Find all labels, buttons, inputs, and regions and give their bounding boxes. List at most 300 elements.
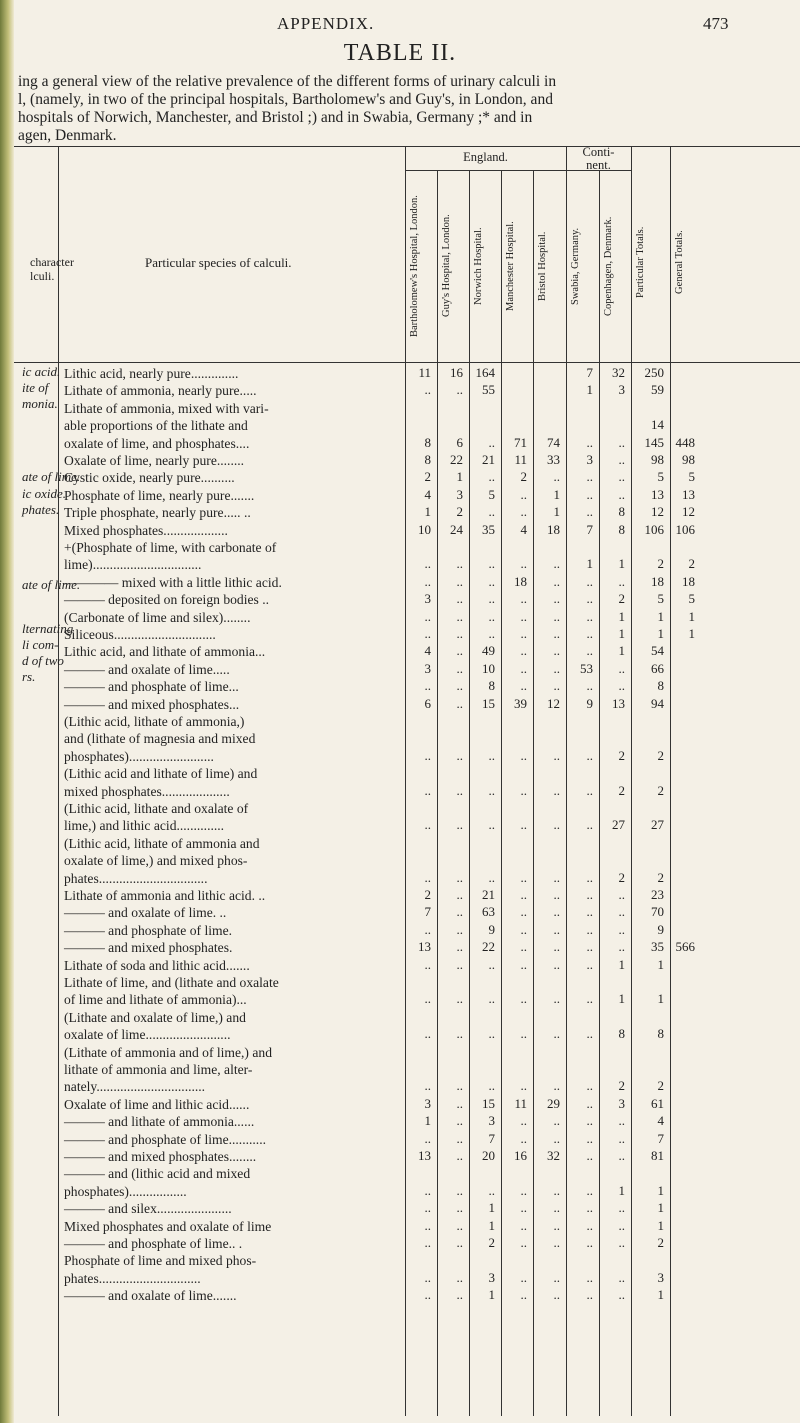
table-cell: 7 [657,1130,664,1146]
table-cell: 8 [657,678,664,694]
table-cell: .. [618,434,625,450]
table-cell: 8 [424,434,431,450]
table-cell: .. [586,1148,593,1163]
species-name [64,974,279,1009]
table-cell: .. [553,591,560,607]
table-cell: 70 [651,904,664,920]
table-cell: .. [520,1130,527,1146]
table-cell: 3 [657,1269,664,1285]
table-cell: .. [586,1287,593,1303]
species-line: (Carbonate of lime and silex)........ [64,609,251,625]
table-cell: 2 [520,469,527,485]
table-cell: .. [586,1095,593,1111]
table-cell: .. [456,382,463,398]
character-label: rs. [22,669,36,684]
table-cell: .. [520,1287,527,1303]
species-name [64,591,269,608]
table-cell: 8 [488,678,495,694]
species-line: Triple phosphate, nearly pure..... .. [64,505,251,521]
table-cell: 8 [618,1026,625,1042]
table-cell: 32 [547,1148,560,1163]
table-cell: .. [456,817,463,833]
table-cell: .. [553,1078,560,1094]
species-line: phosphates)................. [64,1183,187,1199]
table-cell: .. [520,486,527,502]
hospital-header: Bristol Hospital. [537,231,548,301]
species-name [64,678,239,695]
table-cell: .. [488,626,495,641]
table-cell: .. [456,991,463,1007]
table-cell: 1 [618,1182,625,1198]
table-cell: .. [520,1235,527,1250]
character-label: lternating [22,621,74,636]
species-name [64,365,238,382]
table-cell: .. [586,1026,593,1042]
table-cell: .. [456,939,463,955]
species-name [64,1218,271,1235]
table-cell: 4 [424,643,431,659]
table-cell: .. [456,591,463,607]
table-cell: 12 [547,695,560,711]
table-cell: 2 [618,747,625,763]
character-label: ic acid. [22,364,61,379]
table-cell: 106 [675,521,695,537]
table-cell: 1 [657,626,664,641]
species-name [64,1287,237,1304]
table-cell: .. [520,1113,527,1129]
table-cell: .. [553,643,560,659]
col-character-line: lculi. [30,269,55,283]
table-cell: 13 [418,1148,431,1163]
table-cell: .. [488,1182,495,1198]
table-cell: 81 [651,1148,664,1163]
table-cell: .. [488,469,495,485]
species-line: ——— and oxalate of lime....... [64,1288,237,1304]
species-line: Cystic oxide, nearly pure.......... [64,470,235,486]
table-cell: .. [488,504,495,520]
table-cell: .. [456,626,463,641]
species-line: (Lithic acid and lithate of lime) and [64,766,258,782]
species-line: Lithate of ammonia and lithic acid. .. [64,888,266,903]
table-cell: 1 [657,991,664,1007]
table-cell: .. [424,956,431,972]
table-cell: 5 [688,469,695,485]
species-name [64,904,226,921]
table-cell: 1 [657,608,664,624]
table-cell: .. [618,1269,625,1285]
table-cell: 7 [424,904,431,920]
table-cell: 11 [514,1095,527,1111]
species-name [64,1252,256,1287]
table-cell: .. [424,1235,431,1250]
table-cell: 3 [424,1095,431,1111]
table-cell: 4 [520,521,527,537]
table-cell: .. [520,504,527,520]
species-name [64,1200,232,1217]
table-cell: 24 [450,521,463,537]
table-cell: .. [424,1217,431,1233]
species-line: ——— and phosphate of lime.. . [64,1236,243,1251]
table-cell: .. [520,1200,527,1216]
species-name [64,487,254,504]
table-cell: .. [553,921,560,937]
table-cell: 106 [644,521,664,537]
species-name [64,939,232,956]
hospital-header: Particular Totals. [635,226,646,298]
table-caption [18,73,788,145]
table-cell: 1 [586,382,593,398]
table-cell: .. [456,556,463,572]
table-cell: 1 [424,504,431,520]
table-cell: .. [456,643,463,659]
table-cell: .. [553,660,560,676]
species-line: ——— and phosphate of lime. [64,922,233,938]
table-cell: 8 [618,504,625,520]
table-cell: 9 [586,695,593,711]
table-cell: .. [618,887,625,902]
table-cell: 32 [612,365,625,380]
table-cell: 15 [482,1095,495,1111]
table-cell: .. [456,1095,463,1111]
table-cell: .. [456,747,463,763]
table-cell: 1 [688,626,695,641]
table-cell: .. [586,678,593,694]
table-cell: .. [553,573,560,589]
table-cell: 29 [547,1095,560,1111]
table-cell: 8 [657,1026,664,1042]
species-line: oxalate of lime,) and mixed phos- [64,853,248,869]
table-cell: .. [586,469,593,485]
character-label: ate of lime. [22,577,81,592]
table-cell: .. [618,452,625,467]
species-line: ——— and lithate of ammonia...... [64,1114,255,1130]
table-cell: .. [618,1287,625,1303]
table-cell: 2 [618,782,625,798]
table-cell: 13 [418,939,431,955]
character-label: ate of lime. [22,469,81,484]
table-cell: .. [520,921,527,937]
character-label: ic oxide. [22,486,67,501]
species-name [64,504,251,521]
species-name [64,1113,254,1130]
table-cell: .. [456,869,463,885]
table-cell: 1 [618,991,625,1007]
table-cell: 2 [657,747,664,763]
table-cell: .. [553,1130,560,1146]
table-cell: 2 [657,1235,664,1250]
table-cell: 5 [657,469,664,485]
species-line: ——— and silex...................... [64,1201,232,1217]
group-continent [566,146,631,172]
table-cell: 2 [657,869,664,885]
table-cell: .. [586,747,593,763]
species-line: Oxalate of lime and lithic acid...... [64,1096,250,1112]
species-line: lithate of ammonia and lime, alter- [64,1062,253,1077]
table-cell: .. [586,1182,593,1198]
table-cell: .. [456,1217,463,1233]
table-cell: .. [553,1200,560,1216]
table-cell: .. [520,887,527,902]
table-cell: 1 [488,1287,495,1303]
group-continent-line: Conti- [582,145,615,159]
table-cell: .. [456,608,463,624]
table-cell: .. [520,904,527,920]
species-name [64,696,239,713]
hospital-header: General Totals. [674,230,685,294]
table-cell: 1 [424,1113,431,1129]
species-name [64,522,228,539]
character-label: ite of [22,380,49,395]
table-cell: 11 [418,365,431,380]
col-rule [670,146,671,1416]
table-cell: 2 [657,556,664,572]
table-cell: 21 [482,452,495,467]
table-cell: .. [553,782,560,798]
table-cell: 6 [456,434,463,450]
table-cell: .. [586,1078,593,1094]
table-cell: 63 [482,904,495,920]
hospital-header: Bartholomew's Hospital, London. [409,195,420,337]
table-cell: .. [520,626,527,641]
table-cell: .. [586,1200,593,1216]
table-cell: 3 [488,1113,495,1129]
table-cell: 18 [651,573,664,589]
species-name [64,452,244,469]
table-cell: .. [520,678,527,694]
species-name [64,626,216,643]
table-cell: .. [456,660,463,676]
table-cell: .. [456,573,463,589]
table-cell: .. [520,817,527,833]
group-rule-continent [498,170,576,171]
species-line: Siliceous.............................. [64,627,216,642]
table-cell: 74 [547,434,560,450]
table-cell: 98 [682,452,695,467]
table-cell: .. [553,626,560,641]
table-cell: .. [520,939,527,955]
table-cell: .. [456,695,463,711]
table-cell: 1 [688,608,695,624]
table-cell: 7 [586,521,593,537]
table-cell: 2 [488,1235,495,1250]
table-cell: .. [520,991,527,1007]
character-label: monia. [22,396,58,411]
hospital-header: Swabia, Germany. [570,227,581,305]
table-cell: .. [586,991,593,1007]
table-cell: 59 [651,382,664,398]
table-cell: .. [488,991,495,1007]
table-cell: 1 [657,1217,664,1233]
table-cell: .. [488,956,495,972]
species-line: of lime and lithate of ammonia)... [64,992,247,1008]
table-cell: .. [456,1287,463,1303]
table-cell: .. [618,1200,625,1216]
table-cell: .. [424,626,431,641]
table-cell: 18 [547,521,560,537]
species-name [64,609,250,626]
species-name [64,800,248,835]
table-cell: 33 [547,452,560,467]
table-cell: .. [553,939,560,955]
table-cell: .. [520,608,527,624]
table-cell: .. [424,1287,431,1303]
book-binding-edge [0,0,14,1423]
species-line: (Lithic acid, lithate of ammonia and [64,835,260,851]
table-cell: .. [456,1148,463,1163]
col-species-header: Particular species of calculi. [145,255,292,270]
table-cell: 27 [612,817,625,833]
table-cell: 1 [618,643,625,659]
species-name [64,1235,242,1252]
table-cell: .. [586,504,593,520]
table-cell: 23 [651,887,664,902]
table-cell: .. [618,1235,625,1250]
species-line: Lithic acid, nearly pure.............. [64,366,239,381]
table-cell: 448 [675,434,695,450]
species-line: Mixed phosphates................... [64,522,228,538]
species-line: ——— deposited on foreign bodies .. [64,592,270,608]
table-cell: 55 [482,382,495,398]
table-cell: .. [618,921,625,937]
table-cell: .. [586,1235,593,1250]
table-cell: 13 [651,486,664,502]
table-cell: 2 [424,469,431,485]
table-cell: .. [456,1130,463,1146]
table-cell: .. [586,869,593,885]
table-cell: 18 [682,573,695,589]
table-cell: .. [553,469,560,485]
table-cell: 5 [657,591,664,607]
table-cell: 8 [618,521,625,537]
species-name [64,1165,250,1200]
species-name [64,400,269,452]
table-cell: .. [618,573,625,589]
col-rule [631,146,632,1416]
table-cell: .. [456,782,463,798]
species-line: Phosphate of lime and mixed phos- [64,1253,257,1269]
table-cell: .. [488,434,495,450]
table-cell: .. [553,887,560,902]
table-cell: .. [553,869,560,885]
table-cell: .. [520,869,527,885]
species-name [64,382,257,399]
species-line: (Lithic acid, lithate of ammonia,) [64,714,245,729]
table-cell: .. [424,608,431,624]
running-header [0,0,800,40]
table-cell: 3 [456,486,463,502]
table-cell: .. [520,1217,527,1233]
table-cell: 3 [424,591,431,607]
caption-line: ing a general view of the relative prevalence of the different forms of urinary calculi in [18,73,557,90]
hospital-header: Norwich Hospital. [473,227,484,305]
species-line: ——— and mixed phosphates... [64,696,240,712]
table-cell: 164 [475,365,495,380]
caption-line: hospitals of Norwich, Manchester, and Bristol ;) and in Swabia, Germany ;* and in [18,109,533,126]
table-cell: .. [520,956,527,972]
species-line: phates.............................. [64,1270,201,1286]
table-cell: .. [553,556,560,572]
species-line: (Lithate of ammonia and of lime,) and [64,1044,272,1060]
table-cell: 1 [657,1182,664,1198]
table-cell: .. [586,1269,593,1285]
table-cell: .. [424,556,431,572]
species-name [64,643,265,660]
table-cell: .. [586,904,593,920]
table-cell: 21 [482,887,495,902]
table-cell: 3 [618,382,625,398]
table-cell: .. [424,678,431,694]
table-cell: .. [618,1217,625,1233]
species-line: mixed phosphates.................... [64,783,230,799]
table-cell: 16 [514,1148,527,1163]
table-cell: .. [553,904,560,920]
table-cell: .. [488,817,495,833]
table-cell: .. [520,1078,527,1094]
page-number: 473 [703,14,729,33]
species-line: Lithic acid, and lithate of ammonia... [64,644,266,660]
table-cell: .. [424,869,431,885]
table-cell: .. [586,1217,593,1233]
table-cell: 11 [514,452,527,467]
species-name [64,957,250,974]
species-line: Lithate of lime, and (lithate and oxalate [64,975,279,990]
species-line: Phosphate of lime, nearly pure....... [64,487,255,503]
table-title: TABLE II. [343,40,457,66]
species-line: Oxalate of lime, nearly pure........ [64,453,245,468]
species-line: oxalate of lime, and phosphates.... [64,435,250,451]
species-name [64,1148,256,1165]
table-cell: .. [424,921,431,937]
table-cell: .. [424,782,431,798]
group-continent-line: nent. [586,158,611,172]
table-cell: 13 [682,486,695,502]
table-cell: .. [520,1269,527,1285]
col-character-line: character [30,255,74,269]
table-cell: 12 [651,504,664,520]
table-cell: 9 [488,921,495,937]
table-cell: .. [488,869,495,885]
table-cell: .. [618,469,625,485]
table-cell: .. [618,904,625,920]
species-name [64,469,235,486]
table-cell: .. [456,1200,463,1216]
hospital-header: Copenhagen, Denmark. [603,216,614,316]
species-line: ——— and mixed phosphates. [64,940,233,956]
table-cell: 66 [651,660,664,676]
table-cell: 35 [482,521,495,537]
table-cell: .. [488,782,495,798]
species-line: (Lithic acid, lithate and oxalate of [64,801,249,816]
table-cell: 566 [675,939,695,955]
table-cell: .. [520,591,527,607]
table-cell: 1 [657,1200,664,1216]
table-cell: 3 [618,1095,625,1111]
species-line: Lithate of ammonia, nearly pure..... [64,383,257,399]
table-cell: 1 [657,956,664,972]
species-line: ——— and mixed phosphates........ [64,1149,257,1164]
table-cell: .. [424,1200,431,1216]
table-cell: .. [520,660,527,676]
table-cell: 7 [488,1130,495,1146]
table-cell: 2 [618,869,625,885]
species-name [64,574,282,591]
table-cell: 1 [618,556,625,572]
table-cell: .. [488,1078,495,1094]
species-line: oxalate of lime......................... [64,1027,231,1043]
table-cell: .. [424,1269,431,1285]
species-name [64,765,257,800]
table-cell: .. [456,921,463,937]
